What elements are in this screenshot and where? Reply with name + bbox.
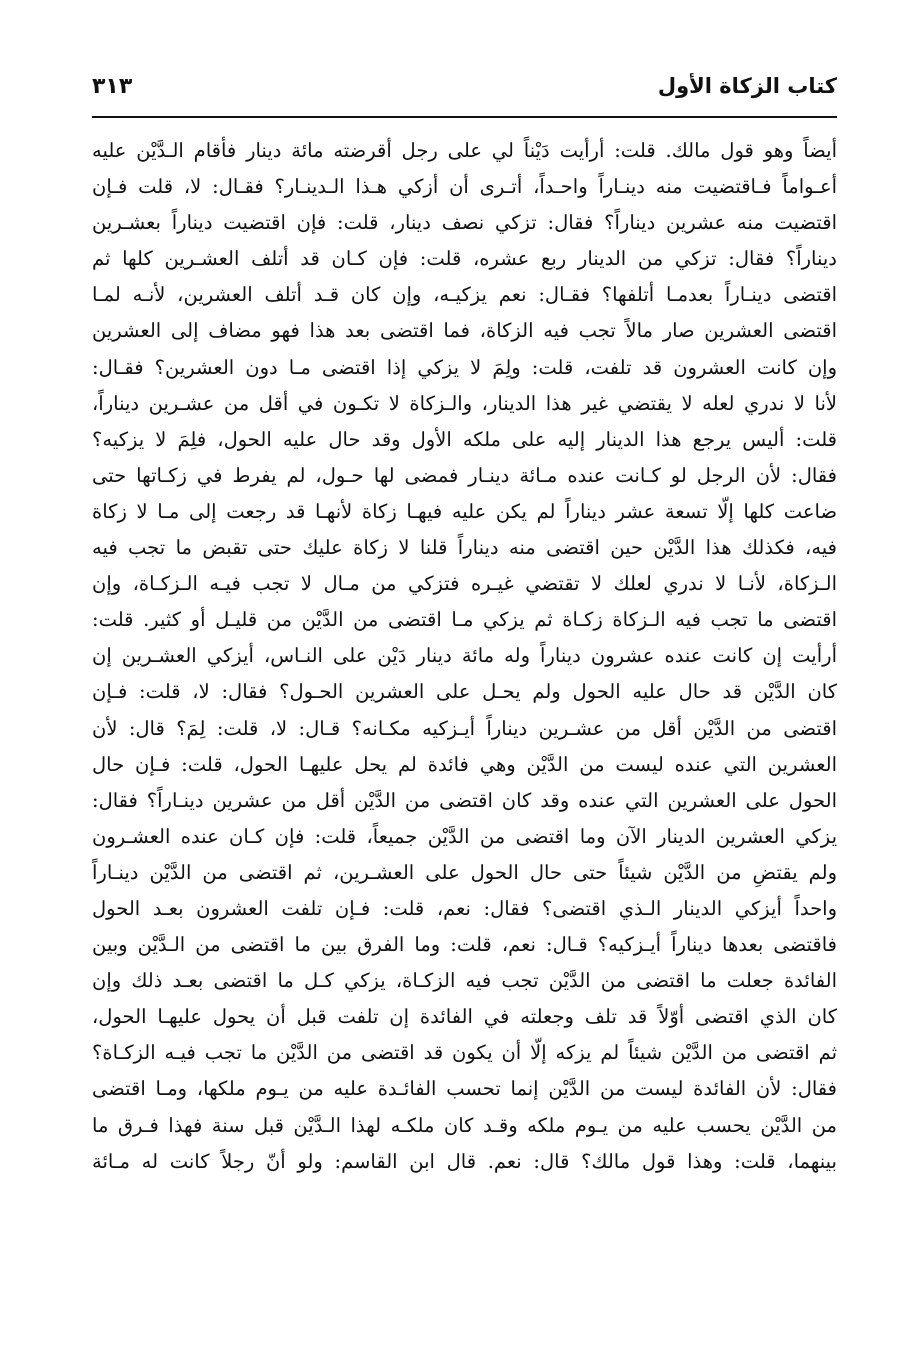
text-line: ديناراً؟ فقال: تزكي من الدينار ربع عشره، قلت: فإن كـان قد أتلف العشـرين كلها ثم — [92, 247, 837, 271]
text-line: الحول على العشرين التي عنده وقد كان اقتضى من الدَّيْن أقل من عشرين دينـاراً؟ فقال: — [92, 788, 837, 812]
running-title: كتاب الزكاة الأول — [657, 74, 837, 98]
text-line: أيضاً وهو قول مالك. قلت: أرأيت دَيْناً لي على رجل أقرضته مائة دينار فأقام الـدَّيْن عليه — [92, 139, 837, 162]
text-line: اقتضى دينـاراً بعدمـا أتلفها؟ فقـال: نعم يزكيـه، وإن كان قـد أتلف العشرين، لأنـه لمـا — [92, 283, 837, 307]
text-line: واحداً أيزكي الدينار الـذي اقتضى؟ فقال: نعم، قلت: فـإن تلفت العشرون بعـد الحول — [92, 896, 837, 920]
text-line: من الدَّيْن يحسب عليه من يـوم ملكه وقـد كان ملكـه لهذا الـدَّيْن قبل سنة فهذا فـرق ما — [92, 1113, 837, 1137]
text-line: فيه، فكذلك هذا الدَّيْن حين اقتضى منه ديناراً قلنا لا زكاة عليك حتى تقبض ما تجب فيه — [92, 536, 837, 560]
text-line: العشرين التي عنده ليست من الدَّيْن وهي فائدة لم يحل عليهـا الحول، قلت: فـإن حال — [92, 752, 837, 776]
header-rule — [92, 116, 837, 118]
text-line: ولم يقتضِ من الدَّيْن شيئاً حتى حال الحول على العشـرين، ثم اقتضى من الدَّيْن دينـاراً — [92, 860, 837, 884]
text-line: اقتضى ما تجب فيه الـزكاة زكـاة ثم يزكي مـا اقتضى من الدَّيْن من قليـل أو كثير. قلت: — [92, 608, 837, 632]
page-number: ٣١٣ — [92, 74, 133, 99]
text-line: ثم اقتضى من الدَّيْن شيئاً لم يزكه إلّا أن يكون قد اقتضى من الدَّيْن ما تجب فيـه الزكـاة؟ — [92, 1041, 837, 1065]
text-line: فقال: لأن الرجل لو كـانت عنده مـائة دينـار فمضى لها حـول، لم يفرط في زكـاتها حتى — [92, 463, 837, 487]
text-line: الـزكاة، لأنـا لا ندري لعلك لا تقتضي غيـره فتزكي من مـال لا تجب فيـه الـزكـاة، وإن — [92, 572, 837, 596]
text-line: وإن كانت العشرون قد تلفت، قلت: ولِمَ لا يزكي إذا اقتضى مـا دون العشرين؟ فقـال: — [92, 355, 837, 379]
text-line: كان الدَّيْن قد حال عليه الحول ولم يحـل على العشرين الحـول؟ فقال: لا، قلت: فـإن — [92, 680, 837, 704]
text-line: فقال: لأن الفائدة ليست من الدَّيْن إنما تحسب الفائـدة عليه من يـوم ملكها، ومـا اقتضى — [92, 1077, 837, 1101]
text-line: بينهما، قلت: وهذا قول مالك؟ قال: نعم. قال ابن القاسم: ولو أنّ رجلاً كانت له مـائة — [92, 1149, 837, 1173]
text-line: أرأيت إن كانت عنده عشرون ديناراً وله مائة دينار دَيْن على النـاس، أيزكي العشـرين إن — [92, 644, 837, 668]
text-line: ضاعت كلها إلّا تسعة عشر ديناراً لم يكن عليه فيهـا زكاة لأنهـا قد رجعت إلى مـا لا زكاة — [92, 499, 837, 523]
text-line: اقتضيت منه عشرين ديناراً؟ فقال: تزكي نصف دينار، قلت: فإن اقتضيت ديناراً بعشـرين — [92, 211, 837, 235]
text-line: لأنا لا ندري لعله لا يقتضي غير هذا الدينار، والـزكاة لا تكـون في أقل من عشـرين ديناراً، — [92, 391, 837, 415]
page-header — [92, 68, 837, 108]
body-text — [92, 133, 837, 1180]
text-line: أعـواماً فـاقتضيت منه دينـاراً واحـداً، أتـرى أن أزكي هـذا الـدينـار؟ فقـال: لا، قلت فـإن — [92, 175, 837, 199]
text-line: اقتضى من الدَّيْن أقل من عشـرين ديناراً أيـزكيه مكـانه؟ قـال: لا، قلت: لِمَ؟ قال: لأن — [92, 716, 837, 740]
text-line: يزكي العشرين الدينار الآن وما اقتضى من الدَّيْن جميعاً، قلت: فإن كـان عنده العشـرون — [92, 824, 837, 848]
text-line: كان الذي اقتضى أوّلاً قد تلف وجعلته في الفائدة إن تلفت قبل أن يحول عليهـا الحول، — [92, 1005, 837, 1029]
text-line: الفائدة جعلت ما اقتضى من الدَّيْن تجب فيه الزكـاة، يزكي كـل ما اقتضى بعـد ذلك وإن — [92, 969, 837, 993]
text-line: قلت: أليس يرجع هذا الدينار إليه على ملكه الأول وقد حال عليه الحول، فلِمَ لا يزكيه؟ — [92, 427, 837, 451]
text-line: اقتضى العشرين صار مالاً تجب فيه الزكاة، فما اقتضى بعد هذا فهو مضاف إلى العشرين — [92, 319, 837, 343]
text-line: فاقتضى بعدها ديناراً أيـزكيه؟ قـال: نعم، قلت: وما الفرق بين ما اقتضى من الـدَّيْن وبين — [92, 933, 837, 957]
